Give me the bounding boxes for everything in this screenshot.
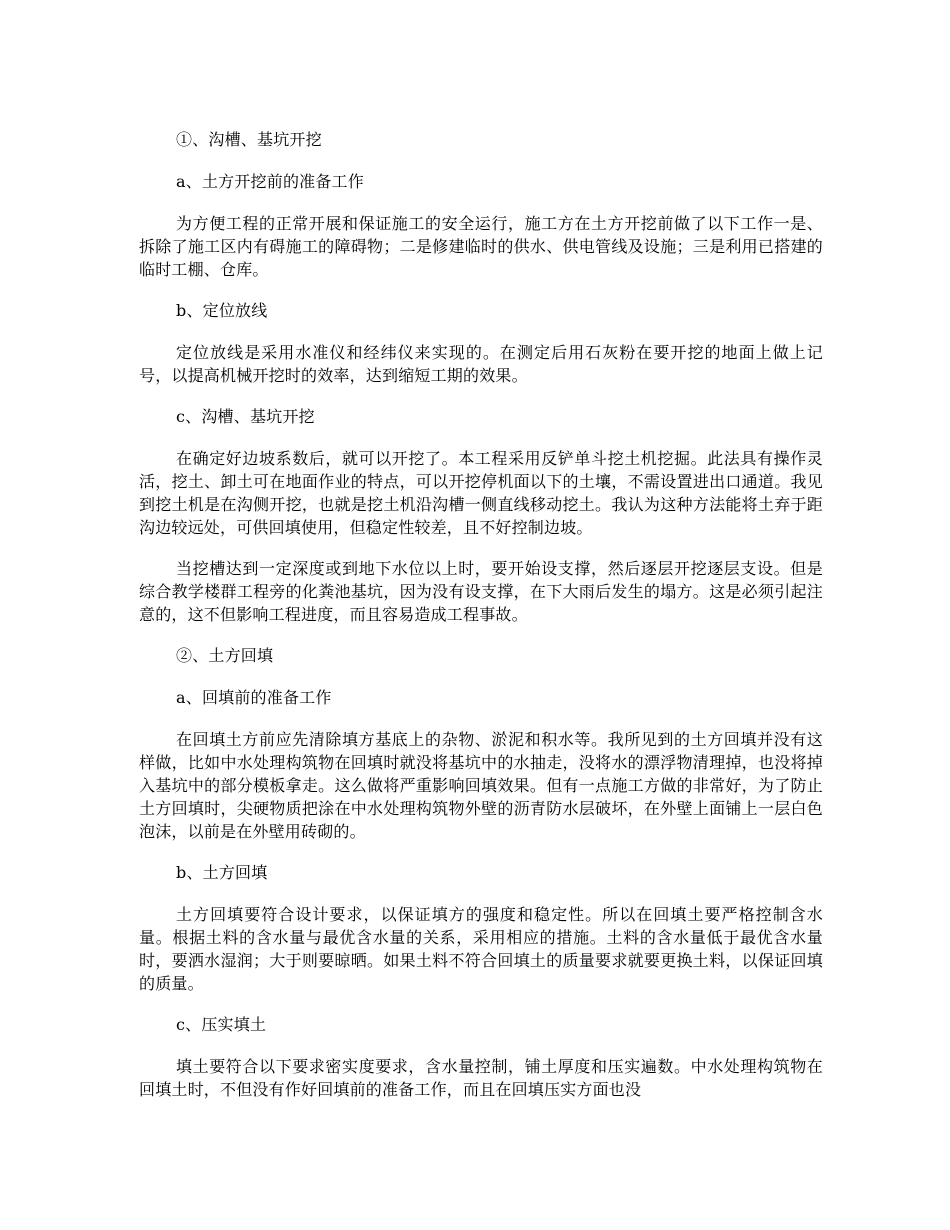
body-paragraph-excavation-method: 在确定好边坡系数后，就可以开挖了。本工程采用反铲单斗挖土机挖掘。此法具有操作灵活，挖土、卸土可在地面作业的特点，可以开挖停机面以下的土壤，不需设置进出口通道。我见到挖土机是在沟侧开挖，也就是挖土机沿沟槽一侧直线移动挖土。我认为这种方法能将土弃于距沟边较远处，可供回填使用，但稳定性较差，且不好控制边坡。 xyxy=(139,449,823,537)
subheading-preparation: a、土方开挖前的准备工作 xyxy=(176,172,364,191)
body-paragraph-support: 当挖槽达到一定深度或到地下水位以上时，要开始设支撑，然后逐层开挖逐层支设。但是综合教学楼群工程旁的化粪池基坑，因为没有设支撑，在下大雨后发生的塌方。这是必须引起注意的，这不但影响工程进度，而且容易造成工程事故。 xyxy=(139,559,823,624)
body-paragraph-preparation: 为方便工程的正常开展和保证施工的安全运行，施工方在土方开挖前做了以下工作一是、拆除了施工区内有碍施工的障碍物；二是修建临时的供水、供电管线及设施；三是利用已搭建的临时工棚、仓库。 xyxy=(139,214,823,279)
body-paragraph-positioning: 定位放线是采用水准仪和经纬仪来实现的。在测定后用石灰粉在要开挖的地面上做上记号，以提高机械开挖时的效率，达到缩短工期的效果。 xyxy=(139,343,823,385)
section-heading-backfill: ②、土方回填 xyxy=(176,646,274,665)
subheading-backfill-preparation: a、回填前的准备工作 xyxy=(176,688,332,707)
body-paragraph-compaction: 填土要符合以下要求密实度要求，含水量控制，铺土厚度和压实遍数。中水处理构筑物在回填土时，不但没有作好回填前的准备工作，而且在回填压实方面也没 xyxy=(139,1057,823,1099)
document-page xyxy=(139,128,823,1119)
body-paragraph-backfill: 土方回填要符合设计要求，以保证填方的强度和稳定性。所以在回填土要严格控制含水量。根据土料的含水量与最优含水量的关系，采用相应的措施。土料的含水量低于最优含水量时，要洒水湿润；大于则要晾晒。如果土料不符合回填土的质量要求就要更换土料，以保证回填的质量。 xyxy=(139,905,823,993)
subheading-positioning: b、定位放线 xyxy=(176,301,268,320)
subheading-compaction: c、压实填土 xyxy=(176,1015,267,1034)
subheading-backfill: b、土方回填 xyxy=(176,863,268,882)
subheading-trench-excavation: c、沟槽、基坑开挖 xyxy=(176,407,315,426)
section-heading-excavation: ①、沟槽、基坑开挖 xyxy=(176,130,322,149)
body-paragraph-backfill-preparation: 在回填土方前应先清除填方基底上的杂物、淤泥和积水等。我所见到的土方回填并没有这样做，比如中水处理构筑物在回填时就没将基坑中的水抽走，没将水的漂浮物清理掉，也没将掉入基坑中的部分模板拿走。这么做将严重影响回填效果。但有一点施工方做的非常好，为了防止土方回填时，尖硬物质把涂在中水处理构筑物外壁的沥青防水层破坏，在外壁上面铺上一层白色泡沫，以前是在外壁用砖砌的。 xyxy=(139,730,823,841)
